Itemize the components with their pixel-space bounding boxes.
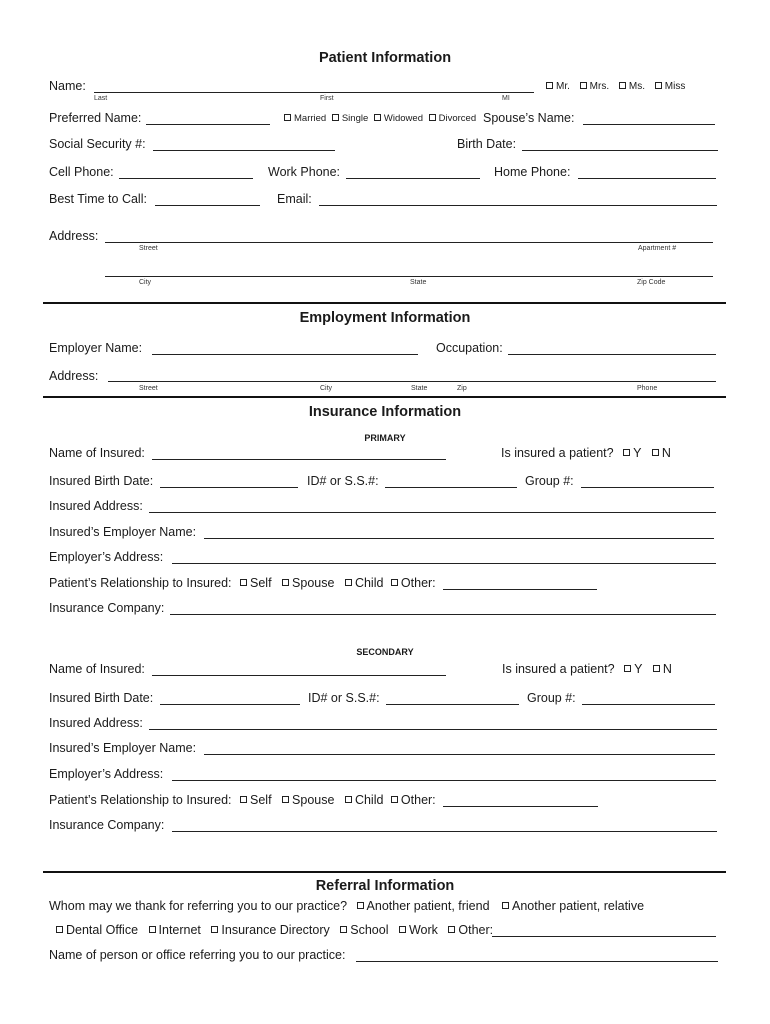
primary-name-insured-field[interactable]	[152, 459, 446, 460]
single-checkbox[interactable]	[332, 114, 339, 121]
secondary-other-checkbox[interactable]	[391, 796, 398, 803]
primary-id-field[interactable]	[385, 487, 517, 488]
referral-name-person-label: Name of person or office referring you to our practice:	[49, 948, 346, 962]
primary-yes-checkbox[interactable]	[623, 449, 630, 456]
secondary-employer-address-label: Employer’s Address:	[49, 767, 164, 781]
emp-state-caption: State	[411, 385, 428, 392]
secondary-employer-label: Insured’s Employer Name:	[49, 741, 197, 755]
emp-zip-caption: Zip	[457, 385, 467, 392]
marital-single[interactable]: Single	[332, 113, 368, 125]
primary-employer-address-field[interactable]	[172, 563, 716, 564]
insurance-info-heading: Insurance Information	[308, 404, 462, 420]
employer-name-label: Employer Name:	[49, 341, 143, 355]
ms-checkbox[interactable]	[619, 82, 626, 89]
referral-info-heading: Referral Information	[315, 878, 455, 894]
primary-yes-option[interactable]: Y	[623, 446, 641, 460]
friend-checkbox[interactable]	[357, 902, 364, 909]
primary-id-label: ID# or S.S.#:	[307, 474, 379, 488]
marital-options	[284, 113, 479, 125]
spouse-name-label: Spouse’s Name:	[483, 111, 575, 125]
secondary-is-patient: Is insured a patient? Y N	[502, 662, 672, 676]
mrs-checkbox[interactable]	[580, 82, 587, 89]
secondary-id-field[interactable]	[386, 704, 519, 705]
primary-rel-other[interactable]: Other:	[391, 576, 436, 590]
secondary-rel-other[interactable]: Other:	[391, 793, 436, 807]
divorced-checkbox[interactable]	[429, 114, 436, 121]
preferred-name-field[interactable]	[146, 124, 270, 125]
employer-name-field[interactable]	[152, 354, 418, 355]
referral-other-field[interactable]	[492, 936, 716, 937]
dental-office-checkbox[interactable]	[56, 926, 63, 933]
home-phone-label: Home Phone:	[494, 165, 571, 179]
referral-opt-relative[interactable]: Another patient, relative	[502, 899, 644, 913]
zip-code-caption: Zip Code	[637, 279, 666, 286]
secondary-yes-checkbox[interactable]	[624, 665, 631, 672]
source-internet[interactable]: Internet	[149, 923, 201, 937]
primary-birth-field[interactable]	[160, 487, 298, 488]
work-phone-label: Work Phone:	[268, 165, 341, 179]
email-field[interactable]	[319, 205, 717, 206]
cell-phone-field[interactable]	[119, 178, 253, 179]
primary-company-field[interactable]	[170, 614, 716, 615]
name-field[interactable]	[94, 92, 534, 93]
miss-checkbox[interactable]	[655, 82, 662, 89]
secondary-subheading: SECONDARY	[356, 647, 414, 657]
mr-checkbox[interactable]	[546, 82, 553, 89]
married-checkbox[interactable]	[284, 114, 291, 121]
secondary-name-insured-label: Name of Insured:	[49, 662, 145, 676]
widowed-checkbox[interactable]	[374, 114, 381, 121]
primary-rel-child[interactable]: Child	[345, 576, 384, 590]
primary-group-field[interactable]	[581, 487, 714, 488]
primary-relationship: Patient’s Relationship to Insured: Self Spouse Child Other:	[49, 576, 436, 590]
emp-street-caption: Street	[139, 385, 158, 392]
primary-no-option[interactable]: N	[652, 446, 671, 460]
secondary-birth-field[interactable]	[160, 704, 300, 705]
title-ms[interactable]: Ms.	[619, 81, 645, 93]
preferred-name-label: Preferred Name:	[49, 111, 142, 125]
occupation-label: Occupation:	[436, 341, 503, 355]
primary-birth-label: Insured Birth Date:	[49, 474, 154, 488]
secondary-employer-field[interactable]	[204, 754, 715, 755]
primary-spouse-checkbox[interactable]	[282, 579, 289, 586]
secondary-rel-self[interactable]: Self	[240, 793, 272, 807]
section-divider-1	[43, 302, 726, 304]
secondary-company-label: Insurance Company:	[49, 818, 165, 832]
primary-employer-label: Insured’s Employer Name:	[49, 525, 197, 539]
secondary-rel-child[interactable]: Child	[345, 793, 384, 807]
street-field[interactable]	[105, 242, 713, 243]
primary-employer-address-label: Employer’s Address:	[49, 550, 164, 564]
title-miss[interactable]: Miss	[655, 81, 686, 93]
secondary-group-field[interactable]	[582, 704, 715, 705]
source-dental-office[interactable]: Dental Office	[56, 923, 138, 937]
secondary-yes-option[interactable]: Y	[624, 662, 642, 676]
best-time-field[interactable]	[155, 205, 260, 206]
work-phone-field[interactable]	[346, 178, 480, 179]
referral-whom: Whom may we thank for referring you to our practice? Another patient, friend Another patient, relative	[49, 899, 645, 913]
secondary-other-field[interactable]	[443, 806, 598, 807]
primary-no-checkbox[interactable]	[652, 449, 659, 456]
street-caption: Street	[139, 245, 158, 252]
occupation-field[interactable]	[508, 354, 716, 355]
name-label: Name:	[49, 79, 86, 93]
city-state-zip-field[interactable]	[105, 276, 713, 277]
primary-rel-self[interactable]: Self	[240, 576, 272, 590]
cell-phone-label: Cell Phone:	[49, 165, 114, 179]
city-caption: City	[139, 279, 152, 286]
emp-phone-caption: Phone	[637, 385, 658, 392]
patient-info-heading: Patient Information	[318, 50, 452, 66]
referral-opt-friend[interactable]: Another patient, friend	[357, 899, 490, 913]
mi-caption: MI	[502, 95, 510, 102]
primary-group-label: Group #:	[525, 474, 574, 488]
internet-checkbox[interactable]	[149, 926, 156, 933]
secondary-relationship: Patient’s Relationship to Insured: Self Spouse Child Other:	[49, 793, 436, 807]
primary-address-label: Insured Address:	[49, 499, 143, 513]
primary-employer-field[interactable]	[204, 538, 714, 539]
marital-married[interactable]: Married	[284, 113, 326, 125]
source-insurance-directory[interactable]: Insurance Directory	[211, 923, 329, 937]
source-work[interactable]: Work	[399, 923, 438, 937]
primary-other-checkbox[interactable]	[391, 579, 398, 586]
email-label: Email:	[277, 192, 312, 206]
birth-date-field[interactable]	[522, 150, 718, 151]
relative-checkbox[interactable]	[502, 902, 509, 909]
employer-address-label: Address:	[49, 369, 99, 383]
address-label: Address:	[49, 229, 99, 243]
state-caption: State	[410, 279, 427, 286]
section-divider-3	[43, 871, 726, 873]
spouse-name-field[interactable]	[583, 124, 715, 125]
primary-child-checkbox[interactable]	[345, 579, 352, 586]
title-options	[546, 81, 692, 93]
primary-name-insured-label: Name of Insured:	[49, 446, 145, 460]
employer-address-field[interactable]	[108, 381, 716, 382]
ssn-field[interactable]	[153, 150, 335, 151]
marital-divorced[interactable]: Divorced	[429, 113, 477, 125]
referral-name-person-field[interactable]	[356, 961, 718, 962]
secondary-self-checkbox[interactable]	[240, 796, 247, 803]
home-phone-field[interactable]	[578, 178, 716, 179]
secondary-company-field[interactable]	[172, 831, 717, 832]
referral-sources	[56, 923, 500, 937]
secondary-no-option[interactable]: N	[653, 662, 672, 676]
secondary-name-insured-field[interactable]	[152, 675, 446, 676]
source-school[interactable]: School	[340, 923, 388, 937]
primary-address-field[interactable]	[149, 512, 716, 513]
secondary-spouse-checkbox[interactable]	[282, 796, 289, 803]
first-caption: First	[320, 95, 334, 102]
apartment-caption: Apartment #	[638, 245, 677, 252]
title-mr[interactable]: Mr.	[546, 81, 570, 93]
ssn-label: Social Security #:	[49, 137, 146, 151]
insurance-directory-checkbox[interactable]	[211, 926, 218, 933]
work-checkbox[interactable]	[399, 926, 406, 933]
primary-is-patient: Is insured a patient? Y N	[501, 446, 671, 460]
best-time-label: Best Time to Call:	[49, 192, 147, 206]
section-divider-2	[43, 396, 726, 398]
secondary-no-checkbox[interactable]	[653, 665, 660, 672]
secondary-employer-address-field[interactable]	[172, 780, 716, 781]
primary-subheading: PRIMARY	[364, 433, 406, 443]
other-checkbox[interactable]	[448, 926, 455, 933]
secondary-id-label: ID# or S.S.#:	[308, 691, 380, 705]
title-mrs[interactable]: Mrs.	[580, 81, 609, 93]
school-checkbox[interactable]	[340, 926, 347, 933]
primary-self-checkbox[interactable]	[240, 579, 247, 586]
last-caption: Last	[94, 95, 108, 102]
primary-other-field[interactable]	[443, 589, 597, 590]
marital-widowed[interactable]: Widowed	[374, 113, 423, 125]
primary-rel-spouse[interactable]: Spouse	[282, 576, 334, 590]
secondary-child-checkbox[interactable]	[345, 796, 352, 803]
birth-date-label: Birth Date:	[457, 137, 517, 151]
secondary-address-field[interactable]	[149, 729, 717, 730]
secondary-rel-spouse[interactable]: Spouse	[282, 793, 334, 807]
secondary-birth-label: Insured Birth Date:	[49, 691, 154, 705]
primary-company-label: Insurance Company:	[49, 601, 165, 615]
secondary-address-label: Insured Address:	[49, 716, 143, 730]
emp-city-caption: City	[320, 385, 333, 392]
secondary-group-label: Group #:	[527, 691, 576, 705]
employment-info-heading: Employment Information	[299, 310, 471, 326]
source-other[interactable]: Other:	[448, 923, 493, 937]
